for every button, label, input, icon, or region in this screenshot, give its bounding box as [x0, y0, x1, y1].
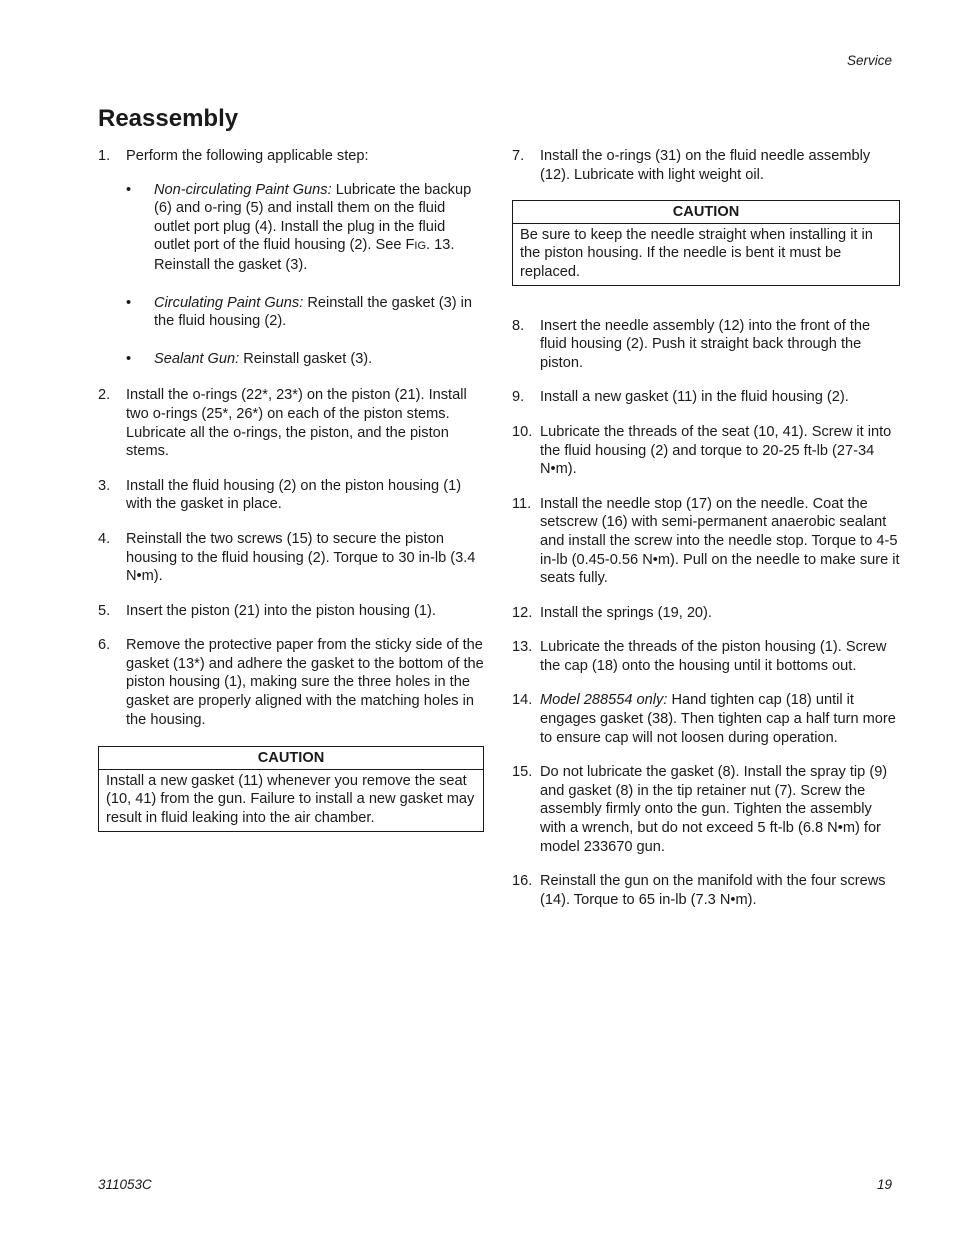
bullet-icon: • — [126, 350, 132, 367]
step-text: Install the springs (19, 20). — [540, 604, 712, 621]
bullet-text — [154, 182, 471, 273]
step-number: 2. — [98, 387, 111, 404]
bullet-text — [154, 351, 372, 367]
step-3 — [98, 477, 484, 514]
step-text: Install a new gasket (11) in the fluid housing (2). — [540, 389, 849, 406]
caution-box-gasket — [98, 746, 484, 831]
step-body: Hand tighten cap (18) until it engages gasket (38). Then tighten cap a half turn more to ensure cap will not loosen during operation. — [540, 692, 896, 746]
step-1 — [98, 147, 484, 166]
step-number: 7. — [512, 148, 525, 164]
bullet-text — [154, 295, 472, 330]
step-text: Reinstall the two screws (15) to secure the piston housing to the fluid housing (2). Torque to 30 in-lb (3.4 N•m). — [126, 530, 476, 585]
bullet-label: Circulating Paint Guns: — [154, 294, 304, 311]
step-15 — [512, 763, 900, 856]
step-text: Reinstall the gun on the manifold with the four screws (14). Torque to 65 in-lb (7.3 N•m). — [540, 873, 886, 908]
step-13 — [512, 638, 900, 675]
right-column — [512, 147, 900, 909]
step-text: Perform the following applicable step: — [126, 148, 369, 164]
step-number: 16. — [512, 873, 533, 890]
step-number: 5. — [98, 602, 111, 619]
step-number: 14. — [512, 692, 533, 709]
step-number: 13. — [512, 639, 533, 656]
bullet-body-a: Lubricate the backup (6) and o-ring (5) and install them on the fluid outlet port plug (4). Install the plug in the fluid outlet port of the fluid housing (2). See F — [154, 181, 472, 254]
step-text: Remove the protective paper from the sticky side of the gasket (13*) and adhere the gasket to the bottom of the piston housing (1), making sure the three holes in the gasket are properly aligned with the matching holes in the housing. — [126, 637, 484, 728]
bullet-label: Non-circulating Paint Guns: — [154, 181, 332, 198]
step-5 — [98, 602, 484, 621]
caution-box-needle — [512, 200, 900, 285]
bullet-body-b: . 13. Reinstall the gasket (3). — [154, 237, 455, 273]
caution-title: CAUTION — [99, 747, 483, 770]
step-text: Lubricate the threads of the seat (10, 41). Screw it into the fluid housing (2) and torque to 20-25 ft-lb (27-34 N•m). — [540, 423, 892, 478]
step-11 — [512, 495, 900, 588]
step-number: 15. — [512, 764, 533, 781]
step-number: 12. — [512, 604, 533, 621]
step-number: 4. — [98, 530, 111, 547]
bullet-icon: • — [126, 294, 132, 311]
caution-text: Be sure to keep the needle straight when installing it in the piston housing. If the needle is bent it must be replaced. — [520, 226, 873, 280]
step-number: 6. — [98, 637, 111, 654]
step-14 — [512, 691, 900, 747]
document-number: 311053C — [98, 1177, 152, 1192]
step-10 — [512, 423, 900, 479]
section-header: Service — [846, 53, 892, 68]
caution-text: Install a new gasket (11) whenever you remove the seat (10, 41) from the gun. Failure to install a new gasket may result in fluid leaking into the air chamber. — [106, 772, 475, 827]
step-9 — [512, 388, 900, 407]
step-text: Lubricate the threads of the piston housing (1). Screw the cap (18) onto the housing until it bottoms out. — [540, 639, 887, 674]
step-number: 10. — [512, 423, 533, 440]
step-8 — [512, 317, 900, 373]
fig-smallcaps: IG — [414, 240, 427, 253]
model-note-label: Model 288554 only: — [540, 692, 668, 709]
left-column — [98, 147, 484, 832]
bullet-body: Reinstall the gasket (3) in the fluid housing (2). — [154, 294, 472, 330]
step-2 — [98, 386, 484, 460]
bullet-circulating — [98, 294, 484, 331]
step-number: 1. — [98, 148, 111, 164]
step-number: 11. — [512, 495, 532, 512]
step-text: Install the needle stop (17) on the needle. Coat the setscrew (16) with semi-permanent anaerobic sealant and install the screw into the needle stop. Torque to 4-5 in-lb (0.45-0.56 N•m). Pull on the needle to make sure it seats fully. — [540, 495, 900, 587]
step-number: 8. — [512, 317, 525, 334]
step-number: 9. — [512, 389, 525, 406]
step-text: Insert the piston (21) into the piston housing (1). — [126, 602, 436, 619]
step-6 — [98, 636, 484, 729]
bullet-sealant — [98, 350, 484, 369]
bullet-icon: • — [126, 181, 132, 198]
step-number: 3. — [98, 477, 111, 494]
step-7 — [512, 147, 900, 184]
step-text: Install the o-rings (22*, 23*) on the piston (21). Install two o-rings (25*, 26*) on each of the piston stems. Lubricate all the o-rings, the piston, and the piston stems. — [126, 387, 467, 460]
caution-title: CAUTION — [513, 201, 899, 224]
bullet-body: Reinstall gasket (3). — [239, 350, 373, 367]
step-text: Install the o-rings (31) on the fluid needle assembly (12). Lubricate with light weight oil. — [540, 148, 871, 183]
step-text — [540, 691, 900, 747]
step-text: Insert the needle assembly (12) into the front of the fluid housing (2). Push it straight back through the piston. — [540, 317, 871, 371]
step-4 — [98, 530, 484, 586]
bullet-label: Sealant Gun: — [154, 350, 240, 367]
step-text: Do not lubricate the gasket (8). Install the spray tip (9) and gasket (8) in the tip retainer nut (7). Screw the assembly firmly onto the gun. Tighten the assembly with a wrench, but do not exceed 5 ft-lb (6.8 N•m) for model 233670 gun. — [540, 764, 888, 855]
step-16 — [512, 872, 900, 909]
page-title: Reassembly — [98, 105, 239, 132]
bullet-non-circulating — [98, 181, 484, 275]
step-12 — [512, 604, 900, 623]
step-text: Install the fluid housing (2) on the piston housing (1) with the gasket in place. — [126, 477, 462, 513]
page-number: 19 — [876, 1177, 892, 1192]
